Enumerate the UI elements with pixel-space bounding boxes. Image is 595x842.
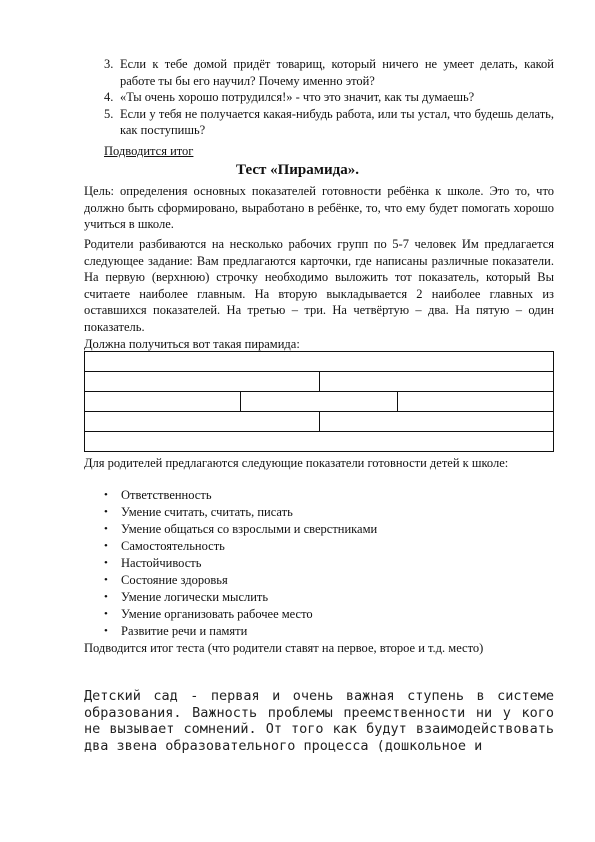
indicator-text: Настойчивость bbox=[121, 556, 202, 570]
test-title: Тест «Пирамида». bbox=[236, 162, 359, 178]
pyramid-cell bbox=[398, 392, 553, 411]
question-text: Если к тебе домой придёт товарищ, который ничего не умеет делать, какой работе ты бы его научил? Почему именно этой? bbox=[120, 57, 554, 88]
question-item bbox=[96, 106, 554, 139]
closing-paragraph: Детский сад - первая и очень важная ступень в системе образования. Важность проблемы преемственности ни у кого не вызывает сомнений. От того как будут взаимодействовать два звена образовательного процесса (дошкольное и bbox=[84, 688, 554, 754]
indicator-item bbox=[104, 572, 554, 589]
indicator-text: Ответственность bbox=[121, 488, 212, 502]
question-number: 5. bbox=[104, 106, 114, 121]
pyramid-caption: Должна получиться вот такая пирамида: bbox=[84, 337, 300, 351]
question-item bbox=[96, 56, 554, 89]
pyramid-cell bbox=[241, 392, 397, 411]
goal-paragraph: Цель: определения основных показателей готовности ребёнка к школе. Это то, что должно быть сформировано, выработано в ребёнке, то, что ему будет помогать хорошо учиться в школе. bbox=[84, 184, 554, 231]
instructions-paragraph: Родители разбиваются на несколько рабочих групп по 5-7 человек Им предлагается следующее задание: Вам предлагаются карточки, где написаны различные показатели. На первую (верхнюю) строчку необходимо выложить тот показатель, который Вы считаете наиболее главным. На вторую выкладывается 2 наиболее главных из оставшихся показателей. На третью – три. На четвёртую – два. На пятую – один показатель. bbox=[84, 237, 554, 334]
pyramid-cell bbox=[320, 412, 554, 431]
indicator-item bbox=[104, 606, 554, 623]
pyramid-row bbox=[84, 351, 554, 371]
indicator-item bbox=[104, 555, 554, 572]
question-item bbox=[96, 89, 554, 106]
pyramid-cell bbox=[85, 392, 241, 411]
pyramid-cell bbox=[85, 372, 320, 391]
indicators-intro: Для родителей предлагаются следующие показатели готовности детей к школе: bbox=[84, 456, 509, 470]
indicator-item bbox=[104, 521, 554, 538]
pyramid-cell bbox=[85, 412, 320, 431]
indicator-text: Умение логически мыслить bbox=[121, 590, 269, 604]
question-number: 3. bbox=[104, 57, 114, 71]
bullet-icon: • bbox=[104, 625, 108, 637]
summary-line: Подводится итог bbox=[104, 144, 194, 158]
question-text: «Ты очень хорошо потрудился!» - что это значит, как ты думаешь? bbox=[120, 90, 475, 104]
pyramid-row bbox=[84, 391, 554, 411]
indicator-list bbox=[104, 487, 554, 640]
indicator-item bbox=[104, 623, 554, 640]
indicator-text: Состояние здоровья bbox=[121, 573, 228, 587]
pyramid-cell bbox=[85, 432, 553, 451]
bullet-icon: • bbox=[104, 591, 108, 603]
indicator-text: Самостоятельность bbox=[121, 539, 225, 553]
bullet-icon: • bbox=[104, 489, 108, 501]
indicator-item bbox=[104, 504, 554, 521]
test-result-line: Подводится итог теста (что родители ставят на первое, второе и т.д. место) bbox=[84, 641, 484, 655]
pyramid-row bbox=[84, 411, 554, 431]
pyramid-row bbox=[84, 431, 554, 452]
indicator-item bbox=[104, 487, 554, 504]
pyramid-table bbox=[84, 351, 554, 452]
question-text: Если у тебя не получается какая-нибудь работа, или ты устал, что будешь делать, как поступишь? bbox=[120, 106, 554, 137]
bullet-icon: • bbox=[104, 506, 108, 518]
indicator-text: Умение организовать рабочее место bbox=[121, 607, 313, 621]
pyramid-row bbox=[84, 371, 554, 391]
indicator-item bbox=[104, 589, 554, 606]
indicator-text: Умение общаться со взрослыми и сверстниками bbox=[121, 522, 378, 536]
question-list bbox=[96, 56, 554, 139]
bullet-icon: • bbox=[104, 540, 108, 552]
pyramid-cell bbox=[320, 372, 554, 391]
bullet-icon: • bbox=[104, 608, 108, 620]
indicator-item bbox=[104, 538, 554, 555]
bullet-icon: • bbox=[104, 574, 108, 586]
pyramid-cell bbox=[85, 352, 553, 371]
bullet-icon: • bbox=[104, 523, 108, 535]
bullet-icon: • bbox=[104, 557, 108, 569]
question-number: 4. bbox=[104, 90, 114, 104]
indicator-text: Умение считать, считать, писать bbox=[121, 505, 293, 519]
indicator-text: Развитие речи и памяти bbox=[121, 624, 248, 638]
